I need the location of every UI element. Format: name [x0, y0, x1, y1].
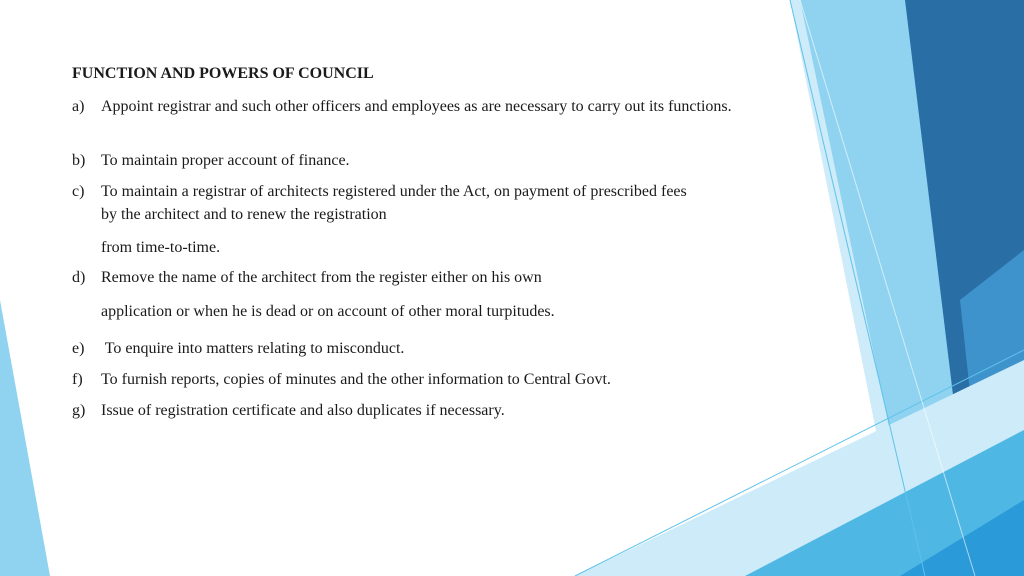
list-marker: e): [72, 340, 85, 357]
list-marker: g): [72, 402, 86, 419]
list-item-text: To maintain a registrar of architects registered under the Act, on payment of prescribed fees by the architect and to renew the registration: [101, 183, 687, 223]
list-item-text: To enquire into matters relating to misconduct.: [101, 340, 405, 357]
list-item-continuation: from time-to-time.: [101, 239, 221, 256]
list-marker: b): [72, 152, 86, 169]
list-item-text: To maintain proper account of finance.: [101, 152, 350, 169]
list-marker: c): [72, 183, 85, 200]
list-item-text: To furnish reports, copies of minutes and the other information to Central Govt.: [101, 371, 611, 388]
list-item-text: Appoint registrar and such other officers and employees as are necessary to carry out its functions.: [101, 98, 732, 115]
slide-title: FUNCTION AND POWERS OF COUNCIL: [72, 65, 374, 82]
list-item-text: Remove the name of the architect from the register either on his own: [101, 269, 542, 286]
list-marker: a): [72, 98, 85, 115]
list-item-text: Issue of registration certificate and also duplicates if necessary.: [101, 402, 505, 419]
list-item-continuation: application or when he is dead or on account of other moral turpitudes.: [101, 303, 555, 320]
list-marker: d): [72, 269, 86, 286]
left-accent-shape: [0, 300, 50, 576]
list-marker: f): [72, 371, 83, 388]
